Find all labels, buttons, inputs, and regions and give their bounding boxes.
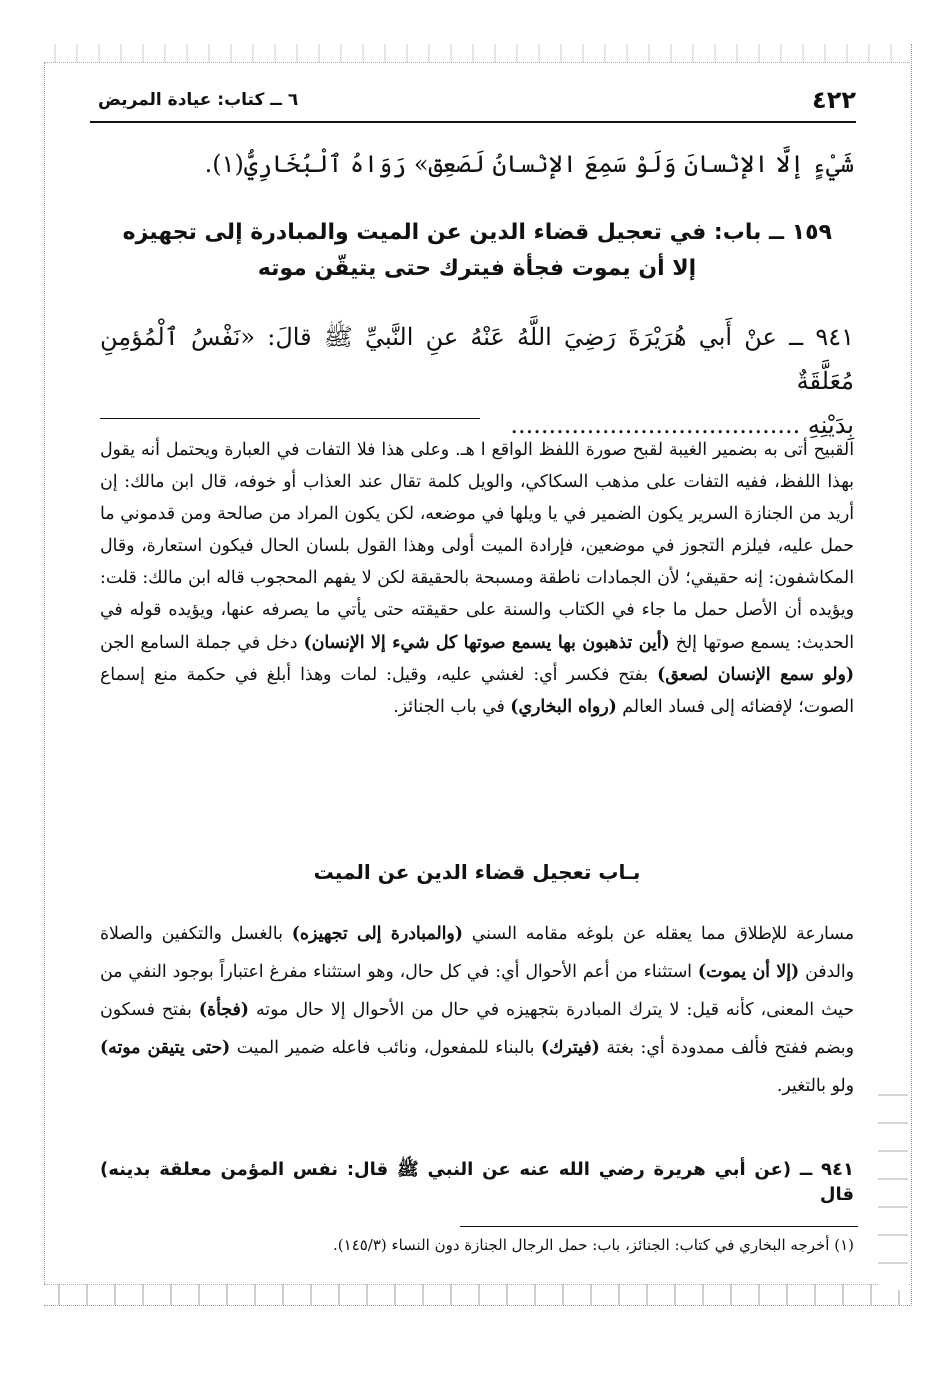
commentary-quote: (رواه البخاري): [510, 696, 617, 717]
page-header: [90, 86, 856, 120]
commentary-text: في باب الجنائز.: [393, 696, 505, 717]
commentary-text: القبيح أتى به بضمير الغيبة لقبح صورة اللفظ الواقع ا هـ. وعلى هذا فلا التفات في العبارة ويحتمل أنه يقول بهذا اللفظ، ففيه التفات على مذهب السكاكي، والويل كلمة تقال عند العذاب أو خوفه، قال ابن مالك: إن أريد من الجنازة السرير يكون الضمير في يا ويلها في موضعه، لكن يكون المراد من صالحة ومن قدموني ما حمل عليه، فيلزم التجوز في موضعين، فإرادة الميت أولى وهذا القول بلسان الحال فيكون استعارة، وقال المكاشفون: إنه حقيقي؛ لأن الجمادات ناطقة ومسبحة بالحقيقة لكن لا يفهم المحجوب قاله ابن مالك: قلت: ويؤيده أن الأصل حمل ما جاء في الكتاب والسنة على حقيقته حتى يأتي ما يصرفه عنها، ويؤيده قوله في الحديث: يسمع صوتها إلخ: [100, 440, 855, 653]
running-title: ٦ ــ كتاب: عيادة المريض: [98, 90, 299, 110]
hadith-941-commentary-heading: ٩٤١ ــ (عن أبي هريرة رضي الله عنه عن النبي ﷺ قال: نفس المؤمن معلقة بدينه) قال: [100, 1159, 854, 1205]
ornamental-border-bottom: [44, 1284, 910, 1305]
commentary-subheading: بـاب تعجيل قضاء الدين عن الميت: [313, 860, 641, 884]
commentary-quote: (أين تذهبون بها يسمع صوتها كل شيء إلا الإنسان): [303, 632, 670, 653]
commentary-quote: (ولو سمع الإنسان لصعق): [657, 664, 854, 685]
chapter-title: [100, 215, 854, 287]
chapter-title-line2: إلا أن يموت فجأة فيترك حتى يتيقّن موته: [257, 256, 697, 281]
commentary-quote: (حتى يتيقن موته): [100, 1038, 231, 1058]
ellipsis-dots: ......................................: [510, 411, 801, 439]
commentary-text: بفتح فسكون وبضم ففتح فألف ممدودة أي: بغتة: [100, 1000, 854, 1058]
commentary-text: ولو بالتغير.: [776, 1076, 854, 1096]
commentary-paragraph: [100, 434, 854, 723]
commentary-quote: (فيترك): [540, 1038, 600, 1058]
commentary-block-2: [100, 915, 854, 1105]
commentary-quote: (إلا أن يموت): [697, 962, 800, 982]
hadith-941: [100, 315, 854, 447]
hadith-continuation: شَيْءٍ إلَّا الإنْسانَ وَلَوْ سَمِعَ الإنْسانُ لَصَعِق» رَوَاهُ ٱلْبُخَارِيُّ(١).: [204, 150, 854, 178]
commentary-paragraph: [100, 915, 854, 1105]
commentary-block: [100, 434, 854, 723]
hadith-941-line1: ٩٤١ ــ عنْ أَبي هُرَيْرَةَ رَضِيَ اللَّهُ عَنْهُ عنِ النَّبيِّ ﷺ قالَ: «نَفْسُ ٱلْمُؤمِنِ مُعَلَّقَةٌ: [100, 323, 854, 395]
commentary-quote: (والمبادرة إلى تجهيزه): [291, 924, 463, 944]
ornamental-border-top: [44, 44, 910, 63]
commentary-text: دخل في جملة السامع الجن: [100, 632, 298, 653]
header-rule: [90, 121, 856, 123]
commentary-text: بفتح فكسر أي: لغشي عليه، وقيل: لمات وهذا أبلغ في حكمة منع إسماع الصوت؛ لإفضائه إلى فساد العالم: [100, 664, 854, 717]
hadith-941-word: بِدَيْنِهِ: [807, 411, 854, 439]
commentary-text: مسارعة للإطلاق مما يعقله عن بلوغه مقامه السني: [471, 924, 854, 944]
footnote: (١) أخرجه البخاري في كتاب: الجنائز، باب: حمل الرجال الجنازة دون النساء (١٤٥/٣).: [333, 1236, 854, 1254]
text-separator: [100, 418, 480, 419]
footnote-separator: [460, 1226, 858, 1227]
commentary-quote: (فجأة): [198, 1000, 249, 1020]
ornamental-border-right: [878, 1080, 908, 1290]
chapter-title-line1: ١٥٩ ــ باب: في تعجيل قضاء الدين عن الميت والمبادرة إلى تجهيزه: [122, 220, 832, 245]
commentary-text: استثناء من أعم الأحوال أي: في كل حال، وهو استثناء مفرغ اعتباراً بوجود النفي من حيث المعنى، كأنه قيل: لا يترك المبادرة بتجهيزه في حال من الأحوال إلا حال موته: [100, 962, 854, 1020]
commentary-text: بالبناء للمفعول، ونائب فاعله ضمير الميت: [236, 1038, 535, 1058]
page-number: ٤٢٢: [812, 86, 856, 114]
commentary-text: بالغسل والتكفين والصلاة والدفن: [100, 924, 854, 982]
